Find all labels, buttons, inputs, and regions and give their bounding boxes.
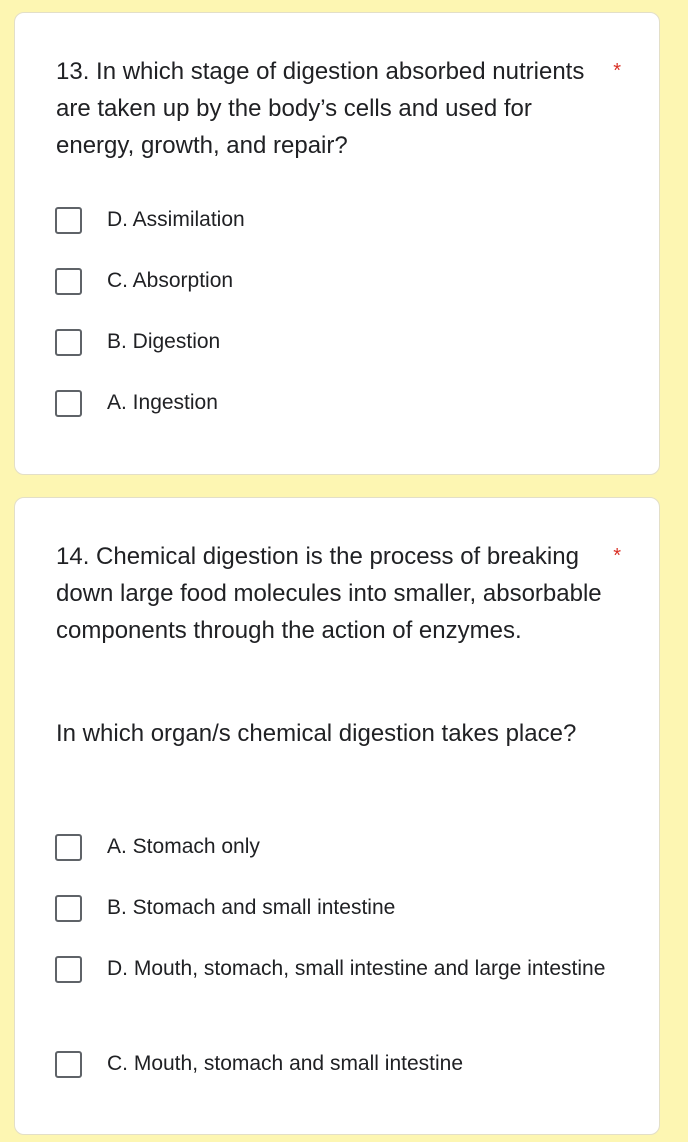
option-mouth-stomach-small-intestine[interactable] — [55, 1047, 607, 1081]
option-label: A. Ingestion — [107, 391, 218, 414]
checkbox[interactable] — [55, 1051, 82, 1078]
question-card-14 — [14, 497, 660, 1135]
option-label: D. Assimilation — [107, 208, 245, 231]
option-mouth-stomach-small-large-intestine[interactable] — [55, 952, 607, 986]
option-ingestion[interactable] — [55, 386, 607, 420]
question-text-13: 13. In which stage of digestion absorbed nutrients are taken up by the body’s cells and used for energy, growth, and repair? — [56, 58, 592, 159]
checkbox[interactable] — [55, 329, 82, 356]
option-stomach-small-intestine[interactable] — [55, 891, 607, 925]
option-assimilation[interactable] — [55, 203, 607, 237]
option-label: C. Mouth, stomach and small intestine — [107, 1052, 463, 1075]
question-text-14: 14. Chemical digestion is the process of breaking down large food molecules into smaller, absorbable components through the action of enzymes. — [56, 543, 609, 644]
option-digestion[interactable] — [55, 325, 607, 359]
checkbox[interactable] — [55, 207, 82, 234]
checkbox[interactable] — [55, 956, 82, 983]
option-label: C. Absorption — [107, 269, 234, 292]
required-asterisk: * — [613, 60, 621, 82]
option-label: B. Digestion — [107, 330, 221, 353]
option-label: D. Mouth, stomach, small intestine and large intestine — [107, 957, 606, 980]
option-stomach-only[interactable] — [55, 830, 607, 864]
checkbox[interactable] — [55, 390, 82, 417]
question-card-13 — [14, 12, 660, 475]
checkbox[interactable] — [55, 834, 82, 861]
option-absorption[interactable] — [55, 264, 607, 298]
option-label: B. Stomach and small intestine — [107, 896, 396, 919]
required-asterisk: * — [613, 545, 621, 567]
checkbox[interactable] — [55, 895, 82, 922]
question-subtext-14: In which organ/s chemical digestion takes place? — [56, 720, 577, 747]
checkbox[interactable] — [55, 268, 82, 295]
option-label: A. Stomach only — [107, 835, 260, 858]
